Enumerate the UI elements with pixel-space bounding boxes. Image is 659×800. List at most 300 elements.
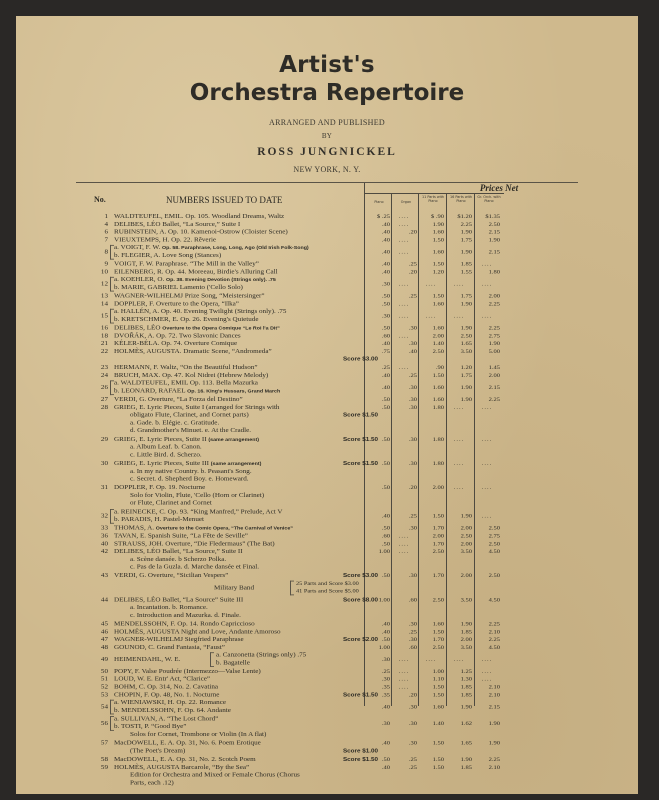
entry-title	[114, 764, 249, 772]
item-number: 57	[100, 739, 108, 747]
price-cell: 1.60	[432, 301, 444, 308]
list-item	[86, 683, 378, 691]
price-cell: 1.62	[460, 720, 472, 727]
entry-text: STRAUSS, JOH. Overture, “Die Fledermaus” (The Bat)	[114, 540, 275, 547]
item-number: 32	[100, 512, 108, 519]
price-cell: .50	[381, 484, 390, 491]
score-price: Score $1.00	[342, 748, 378, 755]
list-item	[86, 596, 378, 619]
price-column-header: 11 Parts with Piano	[421, 195, 445, 203]
price-cell: 1.20	[460, 364, 472, 371]
price-cell: ....	[398, 248, 410, 255]
list-item	[86, 292, 378, 300]
price-cell: 1.90	[488, 340, 500, 347]
price-cell: 2.50	[432, 348, 444, 355]
entry-a-text: a. WIENIAWSKI, H. Op. 22. Romance	[114, 698, 226, 706]
price-cell: .50	[381, 396, 390, 403]
price-cell: ....	[398, 280, 410, 287]
entry-a	[114, 308, 286, 316]
price-cell: 2.15	[488, 384, 500, 391]
military-band-label: Military Band	[214, 583, 254, 591]
price-cell: .35	[381, 684, 390, 691]
price-cell: $ .90	[431, 213, 444, 220]
list-item	[86, 276, 378, 292]
price-cell: 3.50	[460, 548, 472, 555]
entry-b-text: b. TOSTI, P. “Good Bye”	[114, 723, 187, 730]
price-cell: 1.90	[460, 621, 472, 628]
item-number: 6	[104, 228, 108, 236]
price-cell: .50	[381, 301, 390, 308]
item-number: 21	[100, 339, 108, 347]
item-number: 56	[100, 719, 108, 727]
price-cell: .30	[408, 720, 417, 727]
price-cell: .40	[381, 740, 390, 747]
entry-title	[114, 348, 272, 356]
item-number: 16	[100, 324, 108, 332]
item-number: 49	[100, 655, 108, 663]
price-cell: .60	[381, 533, 390, 540]
price-cell: 1.65	[460, 340, 472, 347]
entry-title	[114, 532, 248, 540]
price-cell: .30	[408, 703, 417, 710]
price-cell: ....	[398, 213, 410, 220]
price-cell: .40	[381, 372, 390, 379]
entry-text: DOPPLER, F. Op. 19. Nocturne	[114, 483, 206, 491]
score-price: Score $3.00	[342, 356, 378, 363]
price-cell: 2.10	[488, 764, 500, 771]
entry-continuation: a. Scène dansée. b Scherzo Polka.	[130, 555, 227, 563]
item-number: 15	[100, 311, 108, 319]
list-item	[86, 260, 378, 268]
price-cell: .20	[408, 691, 417, 699]
list-item	[86, 764, 378, 787]
item-number: 48	[100, 643, 108, 651]
entry-continuation: c. Little Bird. d. Scherzo.	[130, 451, 202, 459]
price-cell: 1.85	[460, 684, 472, 691]
price-cell: .40	[381, 384, 390, 391]
entry-continuation: a. In my native Country. b. Peasant's Song.	[130, 467, 252, 475]
price-cell: 2.00	[460, 636, 472, 643]
list-item	[86, 676, 378, 684]
price-cell: .30	[381, 280, 390, 287]
price-cell: 1.40	[432, 720, 444, 727]
price-cell: ....	[453, 436, 465, 443]
price-cell: ....	[481, 460, 493, 467]
list-item	[86, 715, 378, 738]
price-cell: 2.50	[432, 548, 444, 555]
list-item	[86, 396, 378, 404]
price-cell: ....	[453, 460, 465, 467]
price-cell: 1.90	[432, 221, 444, 228]
entry-text: TAVAN, E. Spanish Suite, “La Fête de Seville”	[114, 532, 248, 540]
item-number: 53	[100, 691, 108, 699]
price-cell: ....	[425, 312, 437, 319]
price-cell: 3.50	[460, 348, 472, 355]
price-cell: ....	[398, 364, 410, 371]
price-cell: 1.50	[432, 684, 444, 691]
entry-title	[114, 221, 240, 229]
price-cell: ....	[453, 404, 465, 411]
list-item	[86, 699, 378, 715]
price-cell: 1.85	[460, 691, 472, 699]
entry-title	[114, 620, 255, 628]
item-number: 22	[100, 347, 108, 355]
entry-b	[114, 707, 231, 715]
price-cell: 1.65	[460, 740, 472, 747]
entry-text: BRUCH, MAX. Op. 47. Kol Nidrei (Hebrew Melody)	[114, 371, 269, 379]
entry-b-text: b. MARIE, GABRIEL Lamento ('Cello Solo)	[114, 283, 243, 291]
list-item	[86, 221, 378, 229]
price-cell: .40	[408, 348, 417, 355]
entry-title	[114, 676, 210, 684]
price-cell: .50	[381, 636, 390, 643]
price-cell: 1.50	[432, 691, 444, 699]
list-item	[86, 484, 378, 507]
price-cell: .25	[381, 364, 390, 371]
entry-title	[114, 484, 205, 492]
price-cell: 2.75	[488, 533, 500, 540]
list-item	[86, 332, 378, 340]
entry-a-text: a. HALLÉN, A. Op. 40. Evening Twilight (Strings only). .75	[114, 307, 287, 315]
list-item	[86, 548, 378, 571]
price-cell: 2.75	[488, 332, 500, 339]
price-cell: .30	[408, 340, 417, 347]
price-cell: .30	[381, 656, 390, 663]
price-cell: 1.55	[460, 269, 472, 276]
price-cell: ....	[481, 312, 493, 319]
item-number: 30	[100, 459, 108, 467]
list-item	[86, 436, 378, 459]
price-cell: .25	[408, 756, 417, 763]
entry-text: VERDI, G. Overture, “Sicilian Vespers”	[114, 572, 229, 579]
price-cell: 2.25	[488, 621, 500, 628]
list-item	[86, 532, 378, 540]
price-cell: 2.00	[460, 572, 472, 579]
price-cell: 4.50	[488, 597, 500, 604]
price-cell: 5.00	[488, 348, 500, 355]
price-cell: ....	[398, 548, 410, 555]
entry-text: HOLMÈS, AUGUSTA. Dramatic Scene, “Andromeda”	[114, 347, 272, 355]
price-cell: 2.50	[488, 525, 500, 532]
item-number: 12	[100, 279, 108, 287]
price-cell: .25	[408, 512, 417, 519]
price-cell: .50	[381, 540, 390, 547]
price-cell: ....	[398, 221, 410, 228]
list-item	[86, 636, 378, 644]
entry-text: GOUNOD, C. Grand Fantasia, “Faust”	[114, 643, 225, 651]
price-cell: 1.85	[460, 628, 472, 636]
price-cell: 1.50	[432, 261, 444, 268]
entry-text: MENDELSSOHN, F. Op. 14. Rondo Capriccioso	[114, 620, 255, 628]
price-cell: ....	[425, 656, 437, 663]
price-cell: ....	[481, 676, 493, 683]
entry-continuation: Solo for Violin, Flute, 'Cello (Horn or Clarinet)	[130, 491, 265, 499]
entry-text: BOHM, C. Op. 314, No. 2. Cavatina	[114, 683, 219, 691]
entry-title	[114, 372, 268, 380]
entry-title	[114, 596, 243, 604]
price-cell: 1.50	[432, 512, 444, 519]
price-cell: 4.50	[488, 644, 500, 651]
list-item	[86, 460, 378, 483]
price-cell: .30	[408, 396, 417, 403]
item-number: 42	[100, 547, 108, 555]
price-cell: 1.70	[432, 636, 444, 643]
price-cell: 1.90	[460, 512, 472, 519]
price-cell: .40	[381, 261, 390, 268]
price-cell: 1.45	[488, 364, 500, 371]
price-cell: .40	[381, 237, 390, 244]
price-cell: ....	[398, 684, 410, 691]
entry-text: WAGNER-WILHELMJ Prize Song, “Meistersinger”	[114, 292, 265, 300]
price-cell: 1.25	[460, 668, 472, 675]
price-cell: $ .25	[377, 213, 390, 220]
price-cell: .40	[381, 221, 390, 228]
item-number: 58	[100, 755, 108, 763]
list-item	[86, 300, 378, 308]
list-item	[86, 572, 378, 595]
entry-text: EILENBERG, R. Op. 44. Moreeau, Birdie's Alluring Call	[114, 268, 278, 276]
price-cell: .50	[381, 525, 390, 532]
no-header: No.	[94, 195, 106, 204]
price-cell: ....	[481, 436, 493, 443]
entry-title	[114, 683, 218, 691]
price-cell: .30	[381, 312, 390, 319]
price-cell: .90	[435, 364, 444, 371]
price-cell: .30	[408, 525, 417, 532]
price-cell: 1.50	[432, 628, 444, 636]
price-cell: ....	[481, 484, 493, 491]
list-item	[86, 268, 378, 276]
price-cell: 1.90	[488, 740, 500, 747]
price-cell: 2.25	[488, 325, 500, 332]
price-cell: 1.00	[378, 548, 390, 555]
list-item	[86, 540, 378, 548]
price-cell: 1.50	[432, 764, 444, 771]
entry-b	[114, 316, 259, 324]
item-number: 29	[100, 435, 108, 443]
entry-b-detail: Op. 16. King's Hussars, Grand March	[187, 389, 281, 395]
price-cell: 1.85	[460, 261, 472, 268]
score-price: Score $3.00	[342, 572, 378, 579]
price-cell: 2.50	[460, 533, 472, 540]
price-cell: 2.10	[488, 628, 500, 636]
item-number: 26	[100, 383, 108, 391]
entry-b	[114, 723, 186, 731]
list-item	[86, 348, 378, 364]
list-item	[86, 525, 378, 533]
title-line-1: Artist's	[279, 52, 375, 78]
entry-title	[114, 628, 281, 636]
item-number: 50	[100, 667, 108, 675]
price-cell: 3.50	[460, 644, 472, 651]
price-cell: 1.70	[432, 540, 444, 547]
price-cell: 1.50	[432, 237, 444, 244]
price-cell: .25	[408, 261, 417, 268]
price-column-header: 16 Parts with Piano	[449, 195, 473, 203]
price-cell: 1.60	[432, 325, 444, 332]
entry-a	[114, 715, 218, 723]
price-cell: .30	[408, 621, 417, 628]
item-number: 46	[100, 628, 108, 636]
price-cell: 1.70	[432, 572, 444, 579]
price-cell: 2.50	[460, 332, 472, 339]
price-cell: 2.10	[488, 691, 500, 699]
entry-text: DELIBES, LÉO	[114, 324, 163, 332]
price-cell: 2.15	[488, 229, 500, 236]
entry-a	[114, 508, 283, 516]
item-number: 40	[100, 540, 108, 547]
price-cell: ....	[398, 668, 410, 675]
entry-title	[114, 292, 265, 300]
score-price: Score $1.50	[342, 691, 378, 699]
price-cell: .40	[381, 248, 390, 255]
price-cell: .50	[381, 293, 390, 300]
entry-text: LOUD, W. E. Entr' Act, “Clarice”	[114, 675, 211, 683]
price-cell: 1.50	[432, 372, 444, 379]
item-number: 1	[104, 213, 108, 220]
entry-a-text: a. REINECKE, C. Op. 93. “King Manfred,” Prelude, Act V	[114, 508, 283, 516]
entry-continuation: a. Gade. b. Elégie. c. Gratitude.	[130, 419, 220, 427]
score-price: Score $1.50	[342, 460, 378, 467]
entry-detail: Overture to the Opera Comique “Le Roi l'a Dit”	[162, 326, 280, 332]
price-cell: .40	[381, 229, 390, 236]
entry-text: GRIEG, E. Lyric Pieces, Suite III	[114, 459, 211, 467]
price-cell: .50	[381, 436, 390, 443]
price-cell: 2.50	[488, 572, 500, 579]
price-cell: 1.60	[432, 248, 444, 255]
entry-text: VIEUXTEMPS, H. Op. 22. Rêverie	[114, 236, 217, 244]
entry-continuation: c. Pas de la Guzla. d. Marche dansée et Final.	[130, 563, 260, 571]
entry-text: POPY, F. Valse Poudrée (Intermezzo—Valse Lente)	[114, 667, 261, 675]
entry-b	[114, 516, 204, 524]
price-cell: ....	[481, 668, 493, 675]
entry-title	[114, 396, 243, 404]
price-cell: 1.60	[432, 621, 444, 628]
entry-text: CHOPIN, F. Op. 48, No. 1. Nocturne	[114, 691, 220, 699]
price-cell: ....	[398, 301, 410, 308]
price-cell: .30	[408, 384, 417, 391]
price-cell: ....	[398, 237, 410, 244]
entry-title	[114, 229, 288, 237]
list-item	[86, 364, 378, 372]
price-cell: .20	[408, 484, 417, 491]
price-cell: 2.00	[432, 484, 444, 491]
entry-text: MacDOWELL, E. A. Op. 31, No. 2. Scotch Poem	[114, 755, 256, 763]
price-cell: 2.25	[488, 636, 500, 643]
price-cell: 1.90	[460, 396, 472, 403]
price-cell: 1.60	[432, 396, 444, 403]
price-cell: 1.90	[460, 325, 472, 332]
price-cell: 1.50	[432, 740, 444, 747]
list-item	[86, 244, 378, 260]
entry-b	[114, 284, 243, 292]
price-cell: 2.00	[488, 293, 500, 300]
price-cell: .40	[381, 621, 390, 628]
price-cell: 2.25	[460, 221, 472, 228]
price-cell: .50	[381, 572, 390, 579]
price-cell: .30	[408, 636, 417, 643]
price-cell: ....	[481, 280, 493, 287]
price-cell: 1.80	[432, 404, 444, 411]
price-cell: 1.90	[460, 248, 472, 255]
price-cell: 1.20	[432, 269, 444, 276]
arranged-text: ARRANGED AND PUBLISHED	[269, 118, 385, 127]
entry-a-text: a. SULLIVAN, A. “The Lost Chord”	[114, 715, 219, 723]
price-cell: 1.70	[432, 525, 444, 532]
entry-title	[114, 213, 284, 221]
item-number: 23	[100, 364, 108, 371]
list-item	[86, 213, 378, 221]
entry-b-text: b. LEONARD, RAFAEL	[114, 387, 188, 395]
price-cell: 2.25	[488, 301, 500, 308]
price-cell: 2.50	[488, 221, 500, 228]
entry-b	[114, 252, 221, 260]
entry-title	[114, 340, 237, 348]
document-page	[16, 16, 638, 794]
price-cell: .20	[408, 229, 417, 236]
item-number: 10	[100, 268, 108, 276]
entry-title	[114, 644, 225, 652]
price-cell: 1.60	[432, 384, 444, 391]
entry-text: RUBINSTEIN, A. Op. 10. Kamenoi-Ostrow (Cloister Scene)	[114, 228, 288, 236]
entry-continuation: obligato Flute, Clarinet, and Cornet parts)	[130, 411, 249, 419]
price-cell: 1.40	[432, 340, 444, 347]
price-cell: .30	[408, 740, 417, 747]
price-cell: 2.10	[488, 684, 500, 691]
price-cell: 1.80	[432, 436, 444, 443]
brace	[290, 581, 294, 596]
price-cell: 2.00	[488, 372, 500, 379]
list-item	[86, 508, 378, 524]
entry-b-text: b. PARADIS, H. Pastel-Menuet	[114, 515, 204, 523]
price-cell: ....	[453, 280, 465, 287]
entry-title	[114, 668, 261, 676]
price-cell: .40	[381, 628, 390, 636]
price-cell: .30	[408, 404, 417, 411]
entry-b	[114, 387, 280, 396]
price-column-header: Organ	[400, 200, 412, 204]
item-number: 24	[100, 371, 108, 379]
price-cell: 4.50	[488, 548, 500, 555]
entry-title	[114, 364, 258, 372]
item-number: 43	[100, 572, 108, 579]
score-price: Score $1.50	[342, 436, 378, 443]
entry-continuation: Solos for Cornet, Trombone or Violin (In A flat)	[130, 730, 267, 738]
item-number: 36	[100, 532, 108, 540]
price-cell: .40	[381, 512, 390, 519]
entry-text: DELIBES, LÉO Ballet, “La Source,” Suite I	[114, 220, 241, 228]
price-cell: 1.00	[378, 644, 390, 651]
price-cell: .20	[408, 269, 417, 276]
entry-text: THOMAS, A.	[114, 524, 156, 532]
price-cell: .75	[381, 348, 390, 355]
price-cell: .25	[408, 764, 417, 771]
price-cell: 1.85	[460, 764, 472, 771]
item-number: 8	[104, 247, 108, 255]
entry-text: WALDTEUFEL, EMIL. Op. 105. Woodland Dreams, Waltz	[114, 213, 285, 220]
entry-text: HOLMÈS, AUGUSTA Night and Love, Andante Amoroso	[114, 628, 281, 636]
entry-detail: Overture to the Comic Opera, “The Carnival of Venice”	[155, 526, 293, 532]
price-cell: .30	[381, 676, 390, 683]
item-number: 14	[100, 300, 108, 308]
price-cell: 1.80	[488, 269, 500, 276]
price-cell: .40	[381, 269, 390, 276]
price-cell: 2.25	[488, 396, 500, 403]
price-cell: 2.50	[432, 597, 444, 604]
entry-b-text: b. FLEGIER, A. Love Song (Stances)	[114, 251, 222, 259]
entry-b-text: b. KRETSCHMER, E. Op. 26. Evening's Quietude	[114, 315, 259, 323]
title-line-2: Orchestra Repertoire	[189, 80, 465, 106]
